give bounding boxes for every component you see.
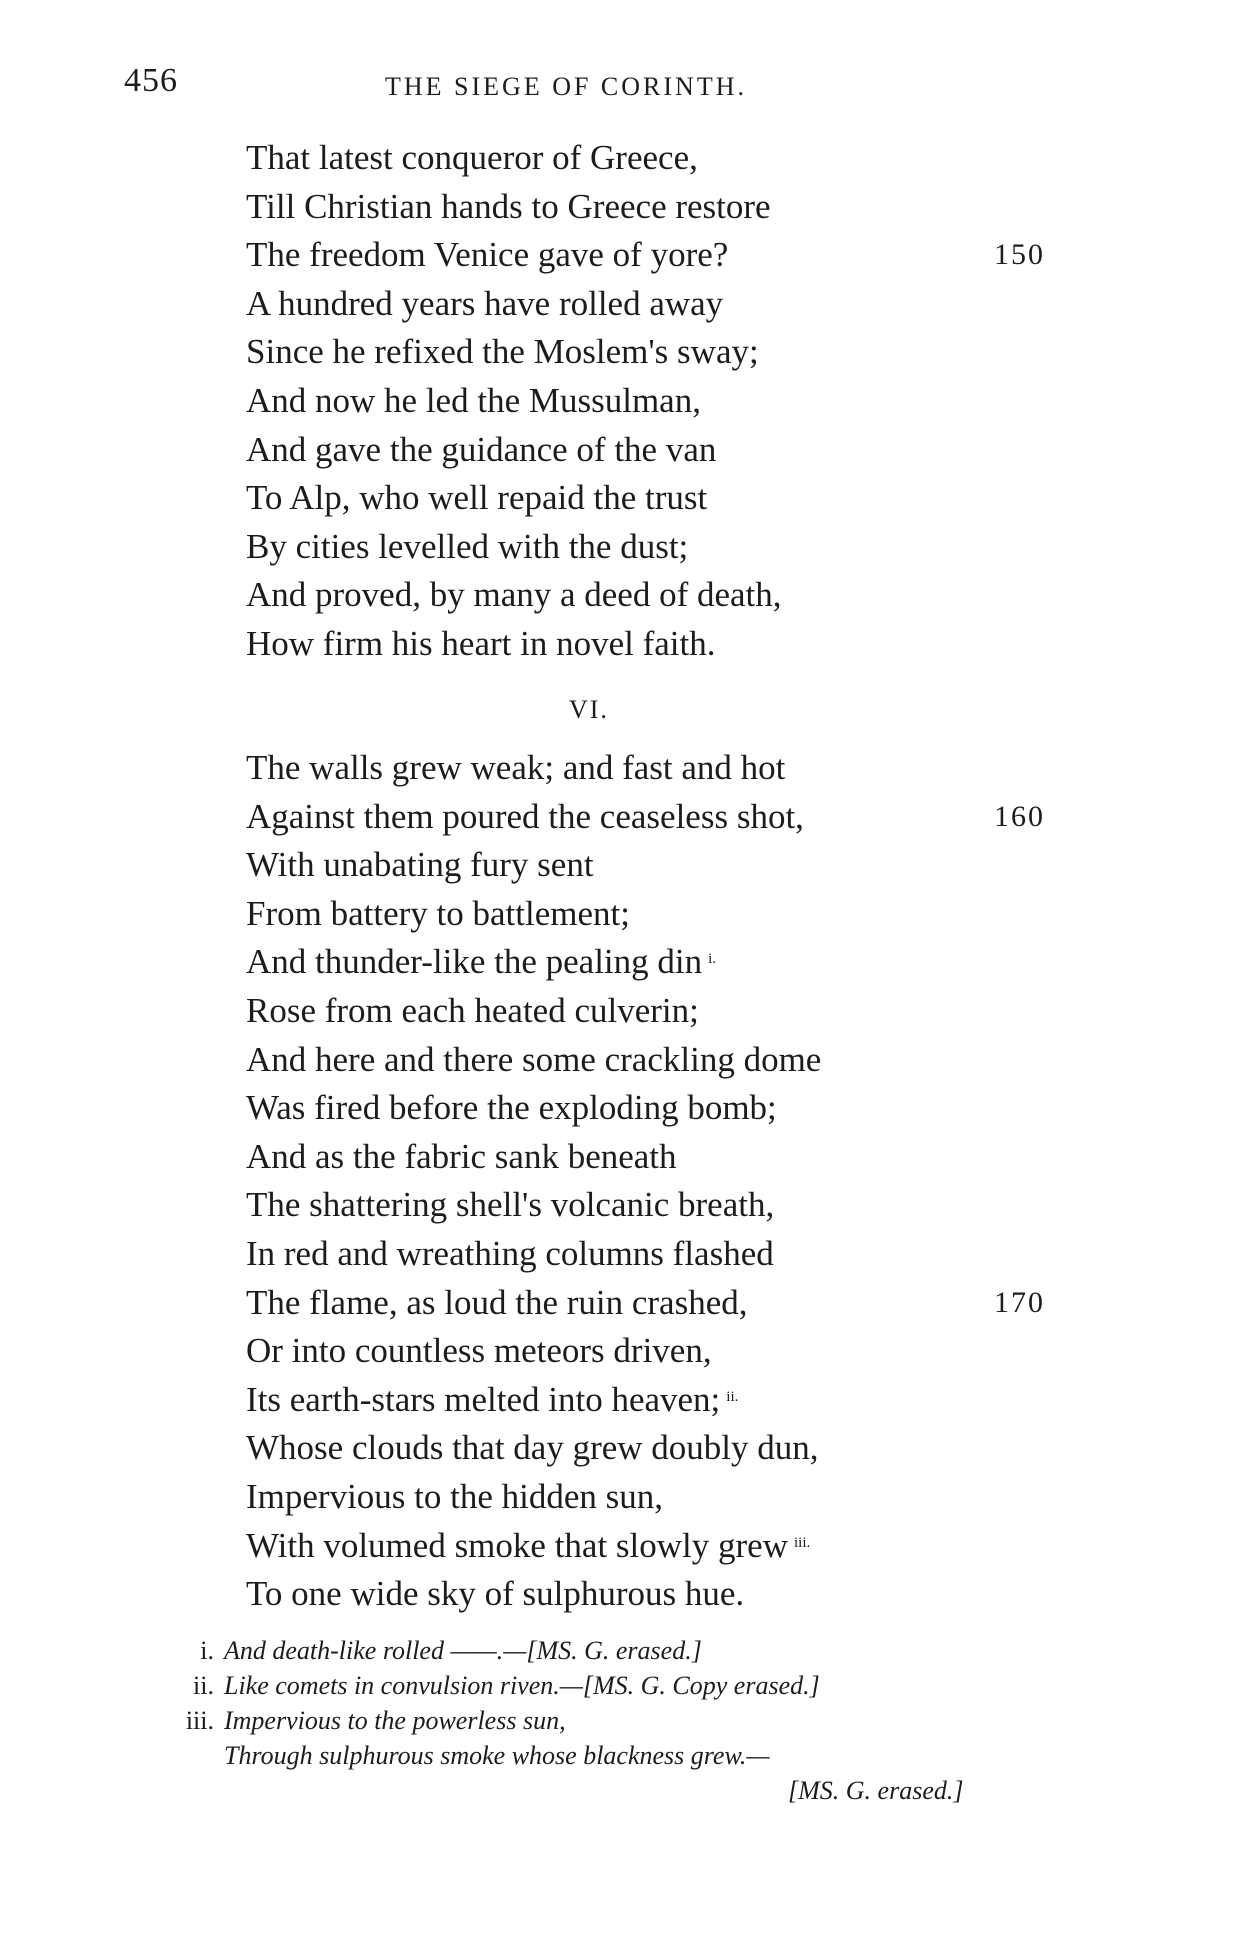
verse-line bbox=[246, 134, 1066, 183]
verse-line bbox=[246, 523, 1066, 572]
verse-line bbox=[246, 328, 1066, 377]
verse-line bbox=[246, 938, 1066, 987]
footnote-text: [MS. G. erased.] bbox=[788, 1776, 964, 1805]
verse-text: From battery to battlement; bbox=[246, 893, 630, 933]
verse-line bbox=[246, 987, 1066, 1036]
verse-text: To Alp, who well repaid the trust bbox=[246, 478, 708, 518]
verse-text: By cities levelled with the dust; bbox=[246, 526, 689, 566]
verse-text: And thunder-like the pealing din bbox=[246, 942, 703, 982]
verse-text: The freedom Venice gave of yore? bbox=[246, 235, 729, 275]
page-number: 456 bbox=[124, 62, 178, 99]
verse-text: Impervious to the hidden sun, bbox=[246, 1476, 664, 1516]
verse-line bbox=[246, 744, 1066, 793]
footnote-text: Like comets in convulsion riven.—[MS. G. Copy erased.] bbox=[224, 1671, 820, 1700]
section-number: VI. bbox=[569, 695, 609, 724]
verse-text: With unabating fury sent bbox=[246, 845, 594, 885]
verse-line bbox=[246, 231, 1066, 280]
footnote-mark: iii. bbox=[185, 1706, 214, 1735]
verse-line bbox=[246, 1181, 1066, 1230]
footnote-mark: i. bbox=[200, 1636, 214, 1665]
verse-line bbox=[246, 841, 1066, 890]
verse-line bbox=[246, 426, 1066, 475]
footnote-mark: ii. bbox=[193, 1671, 214, 1700]
verse-line bbox=[246, 890, 1066, 939]
verse-text: And gave the guidance of the van bbox=[246, 429, 717, 469]
line-number: 160 bbox=[994, 799, 1045, 833]
verse-text: Rose from each heated culverin; bbox=[246, 990, 699, 1030]
verse-line bbox=[246, 1327, 1066, 1376]
verse-line bbox=[246, 1230, 1066, 1279]
verse-line bbox=[246, 571, 1066, 620]
footnote bbox=[158, 1633, 1058, 1668]
verse-text: The walls grew weak; and fast and hot bbox=[246, 748, 786, 787]
note-reference: ii. bbox=[726, 1388, 739, 1405]
verse-line bbox=[246, 280, 1066, 329]
verse-line bbox=[246, 1084, 1066, 1133]
verse-text: Or into countless meteors driven, bbox=[246, 1331, 712, 1371]
verse-line bbox=[246, 1133, 1066, 1182]
verse-line bbox=[246, 474, 1066, 523]
footnote bbox=[158, 1703, 1058, 1738]
verse-line bbox=[246, 1424, 1066, 1473]
verse-line bbox=[246, 1279, 1066, 1328]
verse-text: The shattering shell's volcanic breath, bbox=[246, 1185, 775, 1225]
verse-line bbox=[246, 620, 1066, 669]
verse-line bbox=[246, 183, 1066, 232]
verse-line bbox=[246, 1473, 1066, 1522]
line-number: 150 bbox=[994, 238, 1045, 272]
verse-text: And here and there some crackling dome bbox=[246, 1039, 822, 1079]
verse-text: To one wide sky of sulphurous hue. bbox=[246, 1574, 745, 1614]
verse-line bbox=[246, 377, 1066, 426]
footnotes bbox=[158, 1633, 1058, 1808]
footnote bbox=[158, 1668, 1058, 1703]
verse-text: Whose clouds that day grew doubly dun, bbox=[246, 1428, 819, 1468]
verse-line bbox=[246, 793, 1066, 842]
running-title: THE SIEGE OF CORINTH. bbox=[385, 72, 747, 101]
stanza-2 bbox=[246, 744, 1066, 1619]
verse-text: That latest conqueror of Greece, bbox=[246, 138, 698, 177]
footnote-text: Impervious to the powerless sun, bbox=[224, 1706, 566, 1735]
verse-text: And proved, by many a deed of death, bbox=[246, 575, 782, 615]
footnote-text: And death-like rolled ——.—[MS. G. erased.] bbox=[224, 1636, 702, 1665]
verse-text: How firm his heart in novel faith. bbox=[246, 623, 716, 663]
verse-text: In red and wreathing columns flashed bbox=[246, 1233, 774, 1273]
verse-text: A hundred years have rolled away bbox=[246, 283, 724, 323]
verse-text: And as the fabric sank beneath bbox=[246, 1136, 677, 1176]
footnote-continuation bbox=[158, 1738, 1058, 1773]
verse-line bbox=[246, 1376, 1066, 1425]
verse-text: Was fired before the exploding bomb; bbox=[246, 1088, 777, 1128]
stanza-1 bbox=[246, 134, 1066, 669]
verse-line bbox=[246, 1570, 1066, 1619]
note-reference: i. bbox=[708, 951, 717, 968]
verse-text: Till Christian hands to Greece restore bbox=[246, 186, 771, 226]
footnote-continuation bbox=[158, 1773, 1058, 1808]
verse-text: Against them poured the ceaseless shot, bbox=[246, 796, 804, 836]
verse-text: And now he led the Mussulman, bbox=[246, 380, 701, 420]
verse-text: The flame, as loud the ruin crashed, bbox=[246, 1282, 748, 1322]
verse-text: Since he refixed the Moslem's sway; bbox=[246, 332, 759, 372]
verse-line bbox=[246, 1522, 1066, 1571]
verse-text: Its earth-stars melted into heaven; bbox=[246, 1379, 721, 1419]
verse-text: With volumed smoke that slowly grew bbox=[246, 1525, 788, 1565]
verse-line bbox=[246, 1036, 1066, 1085]
line-number: 170 bbox=[994, 1285, 1045, 1319]
footnote-text: Through sulphurous smoke whose blackness grew.— bbox=[224, 1741, 770, 1770]
note-reference: iii. bbox=[794, 1534, 811, 1551]
